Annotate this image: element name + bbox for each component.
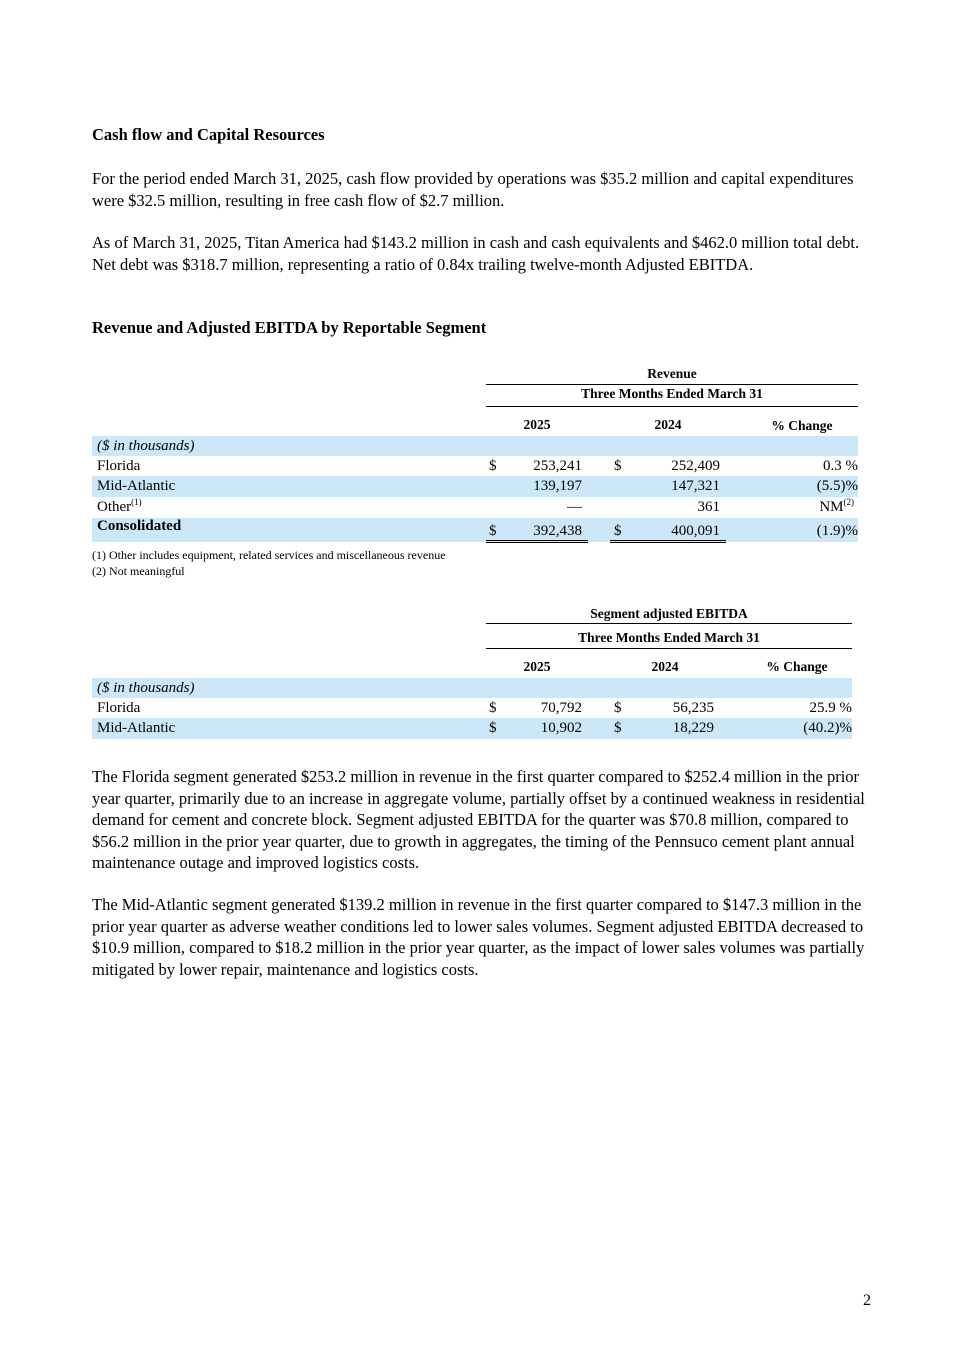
cash-flow-paragraph <box>92 168 872 211</box>
florida-paragraph <box>92 766 872 874</box>
value-2024: 252,409 <box>671 458 720 474</box>
row-label <box>97 497 142 517</box>
col-header-2024: 2024 <box>654 417 682 432</box>
table-row <box>92 698 852 718</box>
value-2025: 253,241 <box>533 458 582 474</box>
header-rule <box>486 648 852 649</box>
change-text: NM <box>819 499 844 515</box>
net-debt-paragraph <box>92 232 872 275</box>
dollar-sign: $ <box>489 523 497 539</box>
paragraph-text: For the period ended March 31, 2025, cash flow provided by operations was $35.2 million and capital expenditures were $32.5 million, resulting in free cash flow of $2.7 million. <box>92 169 854 210</box>
value-2024: 18,229 <box>672 720 714 736</box>
header-rule <box>486 406 858 407</box>
table-row-total <box>92 518 858 542</box>
revenue-header-title: Revenue <box>647 366 697 381</box>
value-2025: 10,902 <box>540 720 582 736</box>
value-2024: 361 <box>697 499 720 515</box>
value-2025: — <box>567 499 582 515</box>
value-change: (40.2)% <box>803 720 852 736</box>
dollar-sign: $ <box>614 458 622 474</box>
col-header-2025: 2025 <box>523 659 551 674</box>
value-2024: 400,091 <box>671 523 720 539</box>
paragraph-text: As of March 31, 2025, Titan America had $143.2 million in cash and cash equivalents and $462.0 million total debt. Net debt was $318.7 million, representing a ratio of 0.84x trailing twelve-month Adjusted EBITDA. <box>92 233 860 274</box>
period-header: Three Months Ended March 31 <box>581 386 763 401</box>
value-2025: 392,438 <box>533 523 582 539</box>
row-label: Consolidated <box>97 518 182 534</box>
value-change: 0.3 % <box>823 458 858 474</box>
ebitda-table <box>92 606 852 742</box>
paragraph-text: The Florida segment generated $253.2 million in revenue in the first quarter compared to $252.4 million in the prior year quarter, primarily due to an increase in aggregate volume, partially offset by a continued weakness in residential demand for cement and concrete block. Segment adjusted EBITDA for the quarter was $70.8 million, compared to $56.2 million in the prior year quarter, due to growth in aggregates, the timing of the Pennsuco cement plant annual maintenance outage and improved logistics costs. <box>92 767 865 872</box>
value-change: 25.9 % <box>809 700 852 716</box>
table-row <box>92 718 852 739</box>
value-2025: 70,792 <box>540 700 582 716</box>
units-label: ($ in thousands) <box>97 680 195 696</box>
dollar-sign: $ <box>614 720 622 736</box>
section-heading-cash-flow: Cash flow and Capital Resources <box>92 125 325 144</box>
period-header: Three Months Ended March 31 <box>578 630 760 645</box>
units-label: ($ in thousands) <box>97 438 195 454</box>
value-change: (1.9)% <box>816 523 858 539</box>
value-change <box>819 497 854 517</box>
value-2025: 139,197 <box>533 478 582 494</box>
value-change: (5.5)% <box>816 478 858 494</box>
value-2024: 56,235 <box>672 700 714 716</box>
page-number: 2 <box>863 1292 871 1309</box>
total-double-rule <box>486 540 588 543</box>
mid-atlantic-paragraph <box>92 894 872 980</box>
units-row <box>92 436 858 456</box>
section-heading-segments: Revenue and Adjusted EBITDA by Reportable Segment <box>92 318 487 337</box>
footnote-ref: (2) <box>843 497 854 507</box>
header-rule <box>486 384 858 385</box>
row-label: Mid-Atlantic <box>97 478 176 494</box>
revenue-table <box>92 366 858 566</box>
header-rule <box>486 623 852 624</box>
table-row <box>92 476 858 497</box>
dollar-sign: $ <box>614 523 622 539</box>
footnote-1: (1) Other includes equipment, related services and miscellaneous revenue <box>92 548 446 562</box>
col-header-change: % Change <box>766 659 828 674</box>
table-row <box>92 456 858 476</box>
footnote-2: (2) Not meaningful <box>92 564 185 578</box>
units-row <box>92 678 852 698</box>
dollar-sign: $ <box>489 458 497 474</box>
table-row <box>92 497 858 517</box>
row-label: Florida <box>97 458 141 474</box>
paragraph-text: The Mid-Atlantic segment generated $139.2 million in revenue in the first quarter compared to $147.3 million in the prior year quarter as adverse weather conditions led to lower sales volumes. Segment adjusted EBITDA decreased to $10.9 million, compared to $18.2 million in the prior year quarter, as the impact of lower sales volumes was partially mitigated by lower repair, maintenance and logistics costs. <box>92 895 865 979</box>
dollar-sign: $ <box>489 720 497 736</box>
dollar-sign: $ <box>614 700 622 716</box>
value-2024: 147,321 <box>671 478 720 494</box>
col-header-2025: 2025 <box>523 417 551 432</box>
row-label: Florida <box>97 700 141 716</box>
total-double-rule <box>610 540 726 543</box>
footnote-ref: (1) <box>131 497 142 507</box>
label-text: Other <box>97 499 132 515</box>
col-header-change: % Change <box>771 418 833 433</box>
ebitda-header-title: Segment adjusted EBITDA <box>590 606 748 621</box>
col-header-2024: 2024 <box>651 659 679 674</box>
dollar-sign: $ <box>489 700 497 716</box>
row-label: Mid-Atlantic <box>97 720 176 736</box>
